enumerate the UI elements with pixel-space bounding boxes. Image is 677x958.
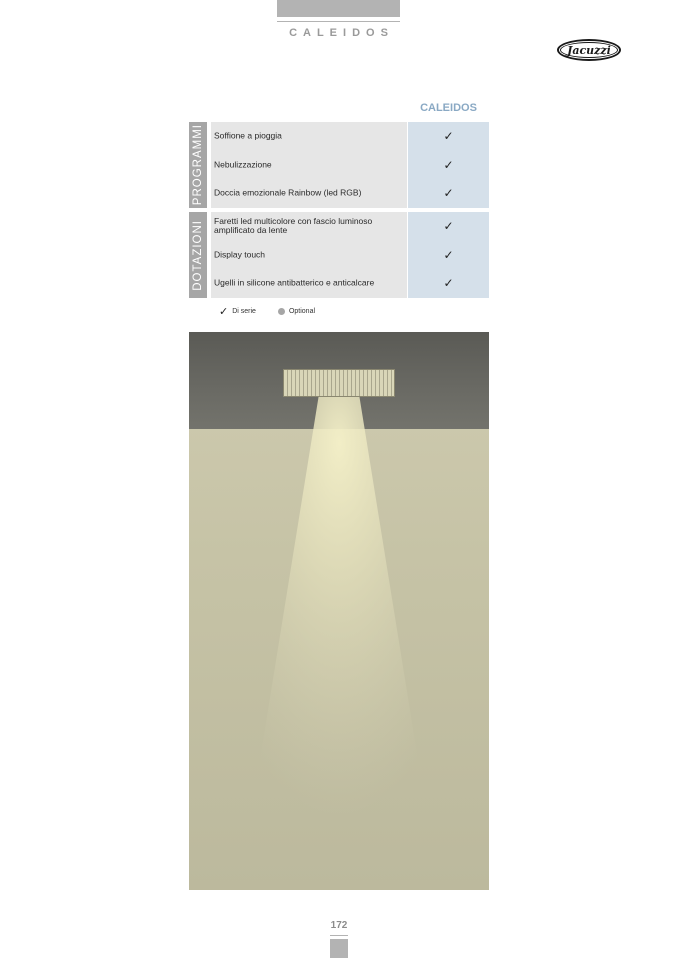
legend-standard-label: Di serie: [232, 308, 256, 315]
water-spray: [239, 394, 439, 890]
check-icon: ✓: [443, 157, 454, 172]
feature-label: Soffione a pioggia: [214, 130, 282, 141]
logo-text: Jacuzzi: [567, 43, 611, 57]
header-bar: [277, 0, 400, 17]
optional-dot-icon: [278, 308, 285, 315]
table-row: [211, 241, 407, 270]
table-row: [408, 151, 489, 180]
section-programmi: [189, 122, 489, 208]
feature-label: Doccia emozionale Rainbow (led RGB): [214, 187, 362, 198]
value-column: [408, 212, 489, 298]
legend: [219, 305, 315, 318]
feature-column: [211, 212, 407, 298]
header-title: CALEIDOS: [289, 27, 394, 39]
header-rule: [277, 21, 400, 22]
feature-label: Faretti led multicolore con fascio luminoso amplificato da lente: [214, 216, 373, 236]
table-row: [211, 212, 407, 241]
check-icon: ✓: [443, 219, 454, 234]
check-icon: ✓: [443, 276, 454, 291]
footer-rule: [330, 935, 348, 936]
table-row: [408, 241, 489, 270]
table-row: [211, 179, 407, 208]
table-row: [408, 212, 489, 241]
feature-column: [211, 122, 407, 208]
check-icon: ✓: [443, 247, 454, 262]
feature-label: Nebulizzazione: [214, 159, 272, 170]
table-row: [408, 122, 489, 151]
table-row: [211, 269, 407, 298]
table-row: [408, 269, 489, 298]
feature-label: Display touch: [214, 249, 266, 260]
value-column: [408, 122, 489, 208]
table-row: [211, 151, 407, 180]
section-label: PROGRAMMI: [189, 122, 207, 208]
table-row: [211, 122, 407, 151]
section-dotazioni: [189, 212, 489, 298]
jacuzzi-logo: [557, 39, 621, 61]
section-label: DOTAZIONI: [189, 212, 207, 298]
column-header: CALEIDOS: [420, 102, 477, 114]
feature-label: Ugelli in silicone antibatterico e anticalcare: [214, 277, 375, 288]
shower-head: [283, 369, 395, 397]
check-icon: ✓: [443, 129, 454, 144]
footer-bar: [330, 939, 348, 958]
table-row: [408, 179, 489, 208]
check-icon: ✓: [443, 186, 454, 201]
check-icon: ✓: [219, 306, 229, 318]
page-number: 172: [330, 920, 348, 931]
product-photo: [189, 332, 489, 890]
legend-optional-label: Optional: [288, 308, 316, 315]
